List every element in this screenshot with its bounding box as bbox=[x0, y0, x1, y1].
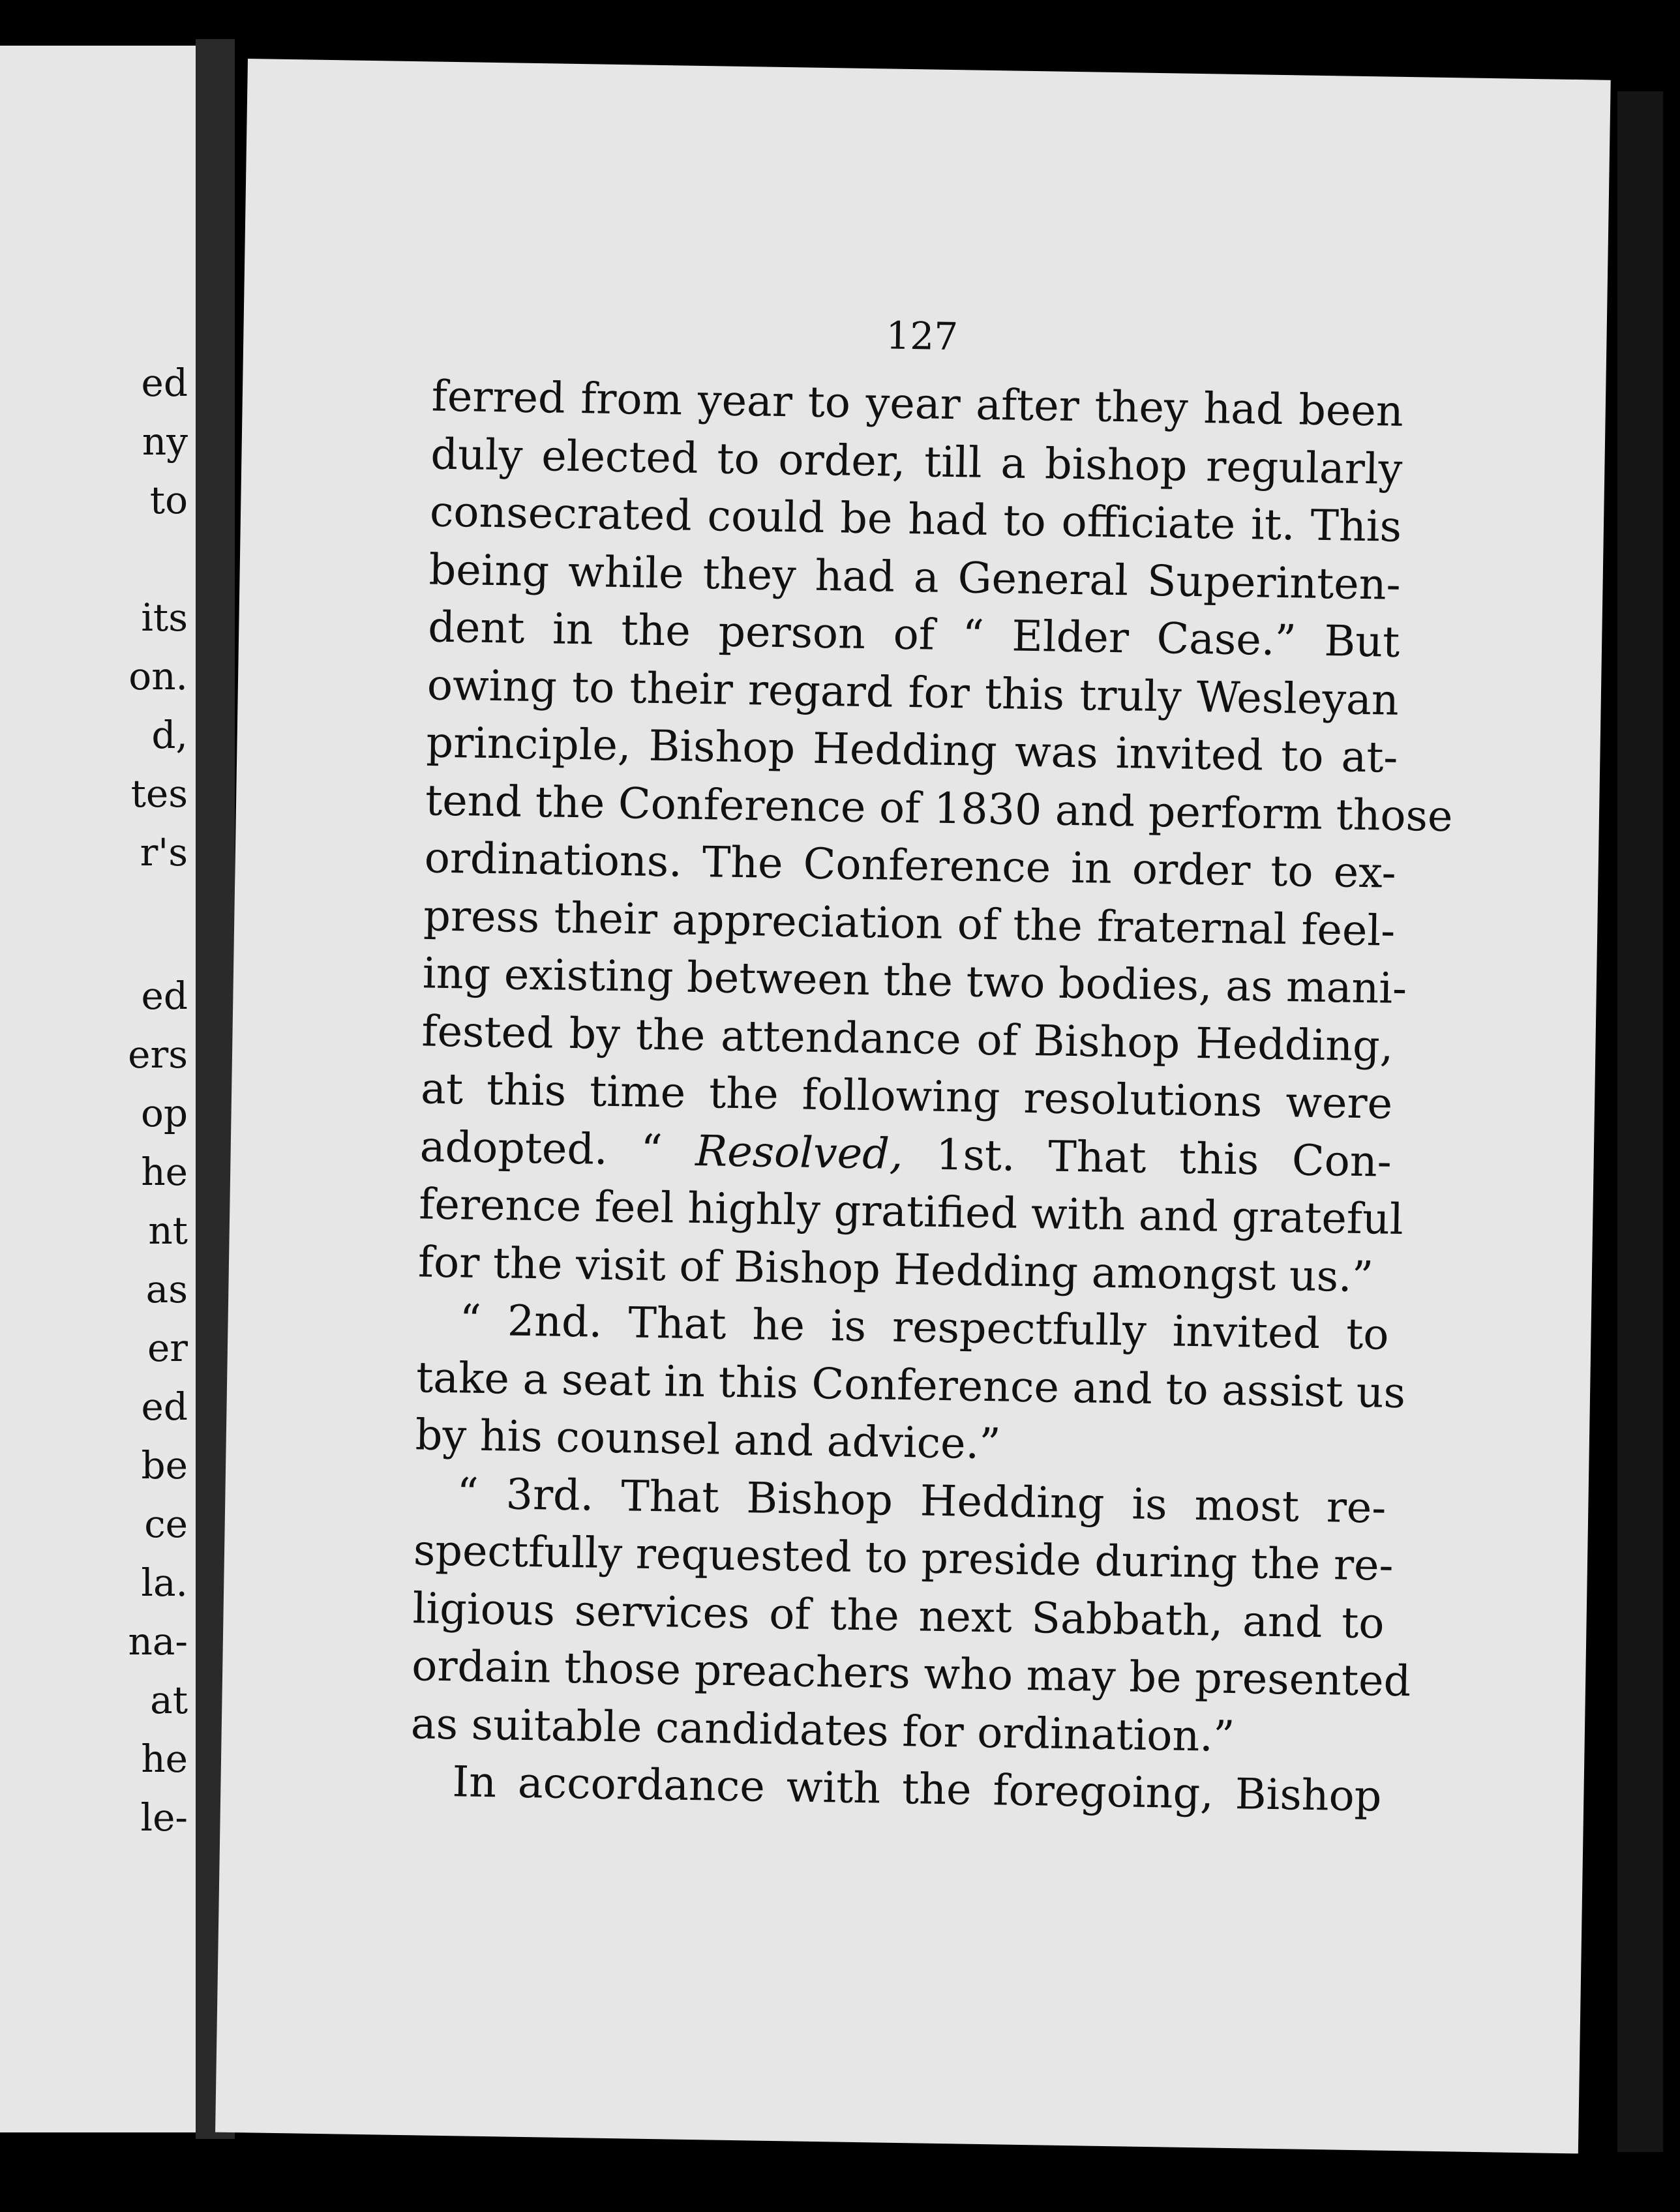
left-page-fragment: ed bbox=[141, 361, 188, 405]
text-line: spectfully requested to preside during the re- bbox=[413, 1526, 1394, 1591]
left-page-fragment: he bbox=[141, 1150, 188, 1194]
left-page-fragment: tes bbox=[130, 771, 188, 816]
left-page-fragment: ed bbox=[141, 974, 188, 1018]
left-page-fragment: ny bbox=[142, 419, 188, 464]
text-line: at this time the following resolutions were bbox=[420, 1064, 1393, 1129]
left-page-fragment: d, bbox=[151, 713, 188, 757]
left-page-fragment: on. bbox=[128, 654, 188, 698]
text-line: for the visit of Bishop Hedding amongst us.” bbox=[417, 1237, 1374, 1302]
text-line: consecrated could be had to officiate it. This bbox=[429, 487, 1402, 552]
text-line: principle, Bishop Hedding was invited to at- bbox=[425, 718, 1398, 783]
text-line: ligious services of the next Sabbath, and to bbox=[412, 1583, 1385, 1649]
text-line: dent in the person of “ Elder Case.” But bbox=[427, 603, 1400, 667]
left-page-fragment: nt bbox=[148, 1208, 188, 1253]
left-page-fragment: its bbox=[141, 595, 188, 640]
page-number: 127 bbox=[885, 313, 959, 359]
left-page-fragment: la. bbox=[141, 1561, 188, 1605]
left-page-fragment: to bbox=[149, 478, 188, 522]
text-line: fested by the attendance of Bishop Hedding, bbox=[421, 1006, 1394, 1071]
text-line: tend the Conference of 1830 and perform those bbox=[425, 775, 1454, 841]
left-page-fragment: na- bbox=[128, 1619, 188, 1664]
right-page bbox=[215, 59, 1611, 2153]
resolved-prefix: adopted. “ bbox=[419, 1122, 696, 1176]
text-line: press their appreciation of the fraternal feel- bbox=[423, 891, 1396, 956]
body-text bbox=[410, 368, 1454, 1826]
left-page-fragment: r's bbox=[140, 830, 188, 874]
left-page bbox=[0, 46, 196, 2132]
text-line: duly elected to order, till a bishop regularly bbox=[430, 429, 1403, 494]
text-line: In accordance with the foregoing, Bishop bbox=[451, 1757, 1382, 1821]
left-page-fragment: er bbox=[147, 1326, 188, 1370]
text-line: ordain those preachers who may be presented bbox=[411, 1641, 1411, 1707]
text-line: take a seat in this Conference and to assist us bbox=[415, 1353, 1406, 1418]
text-line: “ 3rd. That Bishop Hedding is most re- bbox=[456, 1469, 1387, 1533]
left-page-fragment: as bbox=[145, 1267, 188, 1311]
left-page-fragment: ed bbox=[141, 1384, 188, 1429]
text-line: as suitable candidates for ordination.” bbox=[410, 1699, 1235, 1761]
left-page-fragment: be bbox=[141, 1443, 188, 1487]
left-page-fragment: ers bbox=[128, 1032, 188, 1077]
text-line: by his counsel and advice.” bbox=[415, 1411, 1002, 1469]
left-page-fragment: he bbox=[141, 1737, 188, 1781]
text-line: ference feel highly gratified with and grateful bbox=[418, 1180, 1404, 1245]
left-page-fragment: ce bbox=[144, 1502, 188, 1546]
text-line: owing to their regard for this truly Wesleyan bbox=[427, 660, 1400, 725]
text-line: ing existing between the two bodies, as mani- bbox=[422, 949, 1407, 1014]
left-page-fragment: at bbox=[150, 1678, 188, 1722]
resolved-suffix: 1st. That this Con- bbox=[902, 1129, 1392, 1187]
page-edge bbox=[1617, 91, 1663, 2152]
text-line: ordinations. The Conference in order to ex- bbox=[424, 833, 1397, 898]
left-page-fragment: op bbox=[140, 1091, 188, 1135]
text-line: “ 2nd. That he is respectfully invited to bbox=[459, 1296, 1390, 1360]
resolved-italic: Resolved, bbox=[695, 1126, 904, 1179]
left-page-fragment: le- bbox=[140, 1795, 188, 1840]
text-line: ferred from year to year after they had been bbox=[431, 372, 1404, 436]
text-line: being while they had a General Superinten- bbox=[428, 545, 1402, 610]
